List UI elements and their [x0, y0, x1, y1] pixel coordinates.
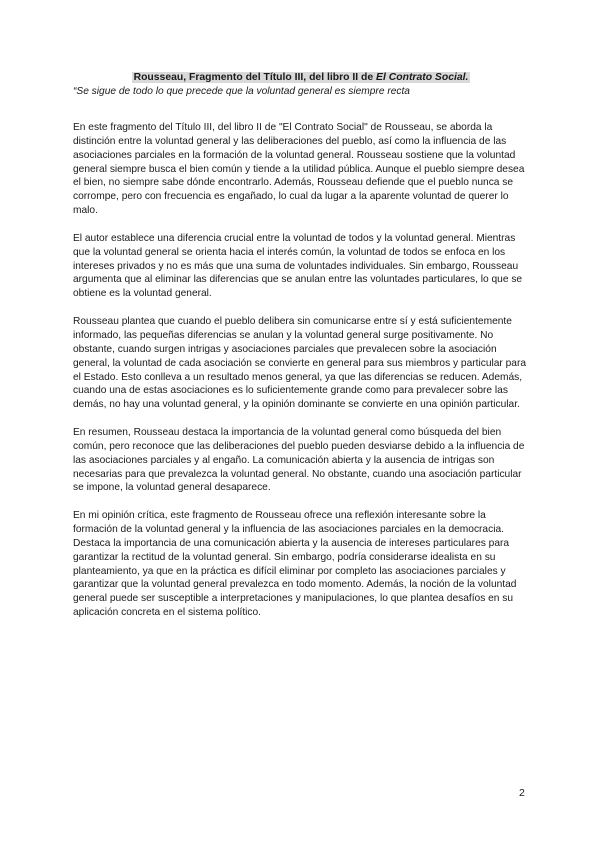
document-subtitle: “Se sigue de todo lo que precede que la voluntad general es siempre recta	[73, 86, 410, 97]
paragraph-3: Rousseau plantea que cuando el pueblo delibera sin comunicarse entre sí y está suficientemente informado, las pequeñas diferencias se anulan y la voluntad general surge positivamente. No obstante, cuando surgen intrigas y asociaciones parciales que prevalecen sobre la asociación general, la voluntad de cada asociación se convierte en general para sus miembros y particular para el Estado. Esto conlleva a un resultado menos general, ya que las diferencias se reducen. Además, cuando una de estas asociaciones es lo suficientemente grande como para prevalecer sobre las demás, no hay una voluntad general, y la opinión dominante se convierte en una opinión particular.	[73, 316, 527, 411]
title-italic: El Contrato Social.	[376, 72, 469, 83]
title-main: Rousseau, Fragmento del Título III, del libro II de	[133, 72, 377, 83]
paragraph-1: En este fragmento del Título III, del libro II de "El Contrato Social" de Rousseau, se aborda la distinción entre la voluntad general y las deliberaciones del pueblo, así como la influencia de las asociaciones parciales en la formación de la voluntad general. Rousseau sostiene que la voluntad general siempre busca el bien común y tiende a la utilidad pública. Aunque el pueblo siempre desea el bien, no siempre sabe dónde encontrarlo. Además, Rousseau defiende que el pueblo nunca se corrompe, pero con frecuencia es engañado, lo cual da lugar a la aparente voluntad de querer lo malo.	[73, 122, 525, 217]
title-highlight	[132, 72, 471, 83]
paragraph-4: En resumen, Rousseau destaca la importancia de la voluntad general como búsqueda del bien común, pero reconoce que las deliberaciones del pueblo pueden desviarse debido a la influencia de las asociaciones parciales y al engaño. La comunicación abierta y la ausencia de intrigas son necesarias para que prevalezca la voluntad general. No obstante, cuando una asociación particular se impone, la voluntad general desaparece.	[73, 427, 525, 494]
document-title	[73, 71, 529, 85]
paragraph-5: En mi opinión crítica, este fragmento de Rousseau ofrece una reflexión interesante sobre la formación de la voluntad general y la influencia de las asociaciones parciales en la democracia. Destaca la importancia de una comunicación abierta y la ausencia de intereses particulares para garantizar la rectitud de la voluntad general. Sin embargo, podría considerarse idealista en su planteamiento, ya que en la práctica es difícil eliminar por completo las asociaciones parciales y garantizar que la voluntad general prevalezca en todo momento. Además, la noción de la voluntad general puede ser susceptible a interpretaciones y manipulaciones, lo que plantea desafíos en su aplicación concreta en el sistema político.	[73, 510, 517, 619]
paragraph-2: El autor establece una diferencia crucial entre la voluntad de todos y la voluntad general. Mientras que la voluntad general se orienta hacia el interés común, la voluntad de todos se enfoca en los intereses privados y no es más que una suma de voluntades individuales. Sin embargo, Rousseau argumenta que al eliminar las diferencias que se anulan entre las voluntades particulares, lo que se obtiene es la voluntad general.	[73, 232, 523, 300]
page-number: 2	[519, 787, 525, 799]
document-body	[73, 71, 529, 634]
